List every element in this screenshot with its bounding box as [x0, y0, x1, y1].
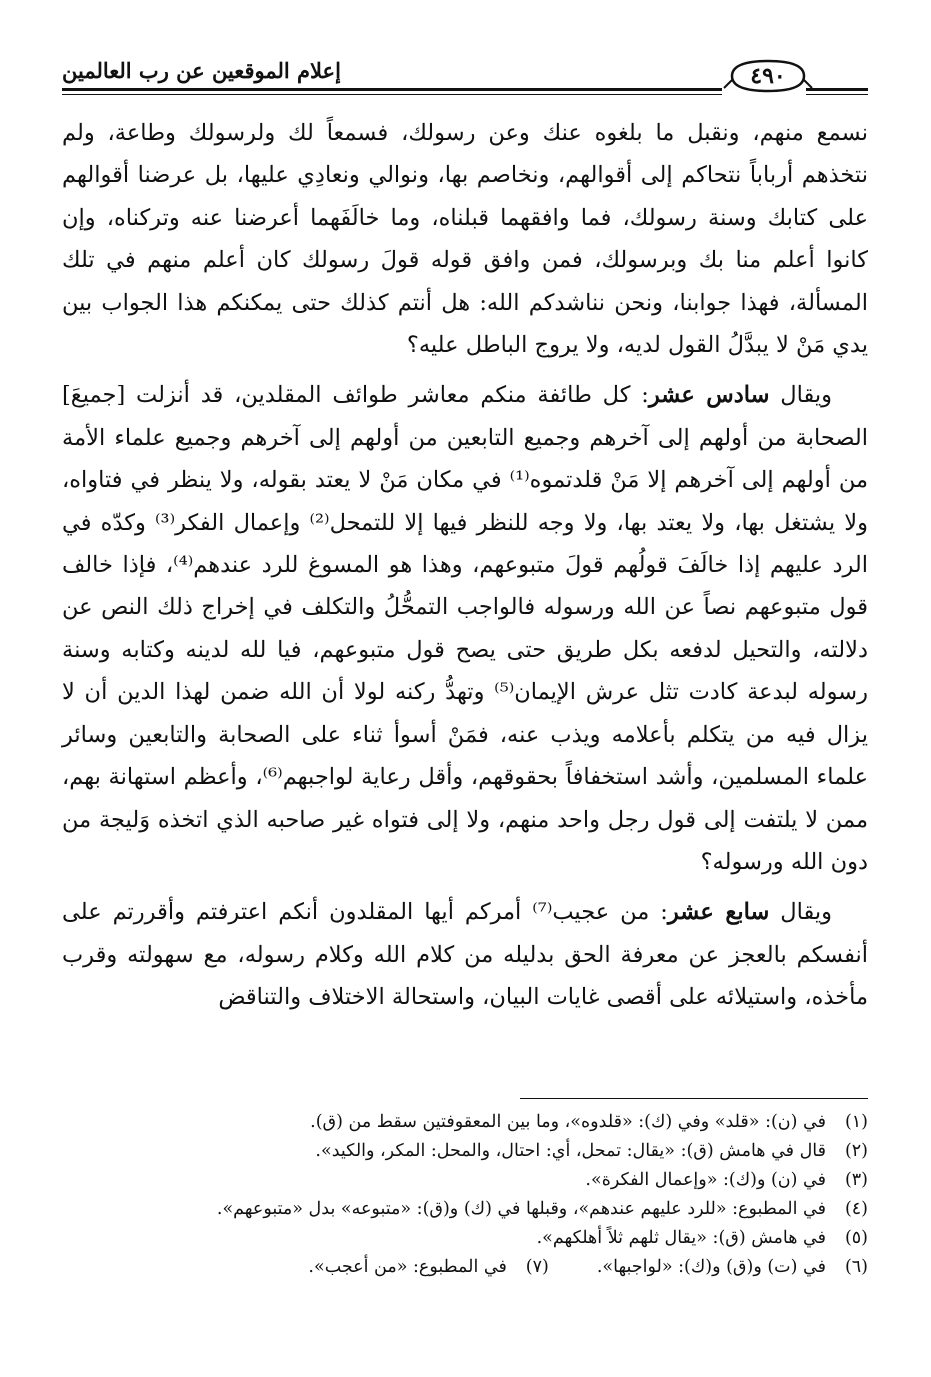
footnote-text: قال في هامش (ق): «يقال: تمحل، أي: احتال، والمحل: المكر، والكيد». — [315, 1141, 826, 1161]
paragraph-3 — [62, 891, 868, 1018]
footnote — [62, 1108, 868, 1137]
header-rule-thin — [62, 94, 722, 95]
footnote-number: (٥) — [844, 1228, 868, 1248]
footnote-number: (٢) — [844, 1141, 868, 1161]
footnotes — [62, 1108, 868, 1282]
footnote — [62, 1195, 868, 1224]
paragraph-1: نسمع منهم، ونقبل ما بلغوه عنك وعن رسولك، فسمعاً لك ولرسولك وطاعة، ولم نتخذهم أرباباً نتحاكم إلى أقوالهم، ونخاصم بها، ونوالي ونعادِي عليها، بل عرضنا أقوالهم على كتابك وسنة رسولك، فما وافقهما قبلناه، وما خالَفَهما أعرضنا عنه وتركناه، وإن كانوا أعلم منا بك وبرسولك، فمن وافق قوله قولَ رسولك كان أعلم منهم في تلك المسألة، فهذا جوابنا، ونحن نناشدكم الله: هل أنتم كذلك حتى يمكنكم هذا الجواب بين يدي مَنْ لا يبدَّلُ القول لديه، ولا يروج الباطل عليه؟ — [62, 120, 868, 359]
paragraph-2-heading: سادس عشر — [648, 382, 770, 409]
paragraph-3-text: : من عجيب⁽⁷⁾ أمركم أيها المقلدون أنكم اعترفتم وأقررتم على أنفسكم بالعجز عن معرفة الحق بدليله من كلام الله وكلام رسوله، مع سهولته وقرب مأخذه، واستيلائه على أقصى غايات البيان، واستحالة الاختلاف والتناقض — [62, 899, 868, 1011]
footnote-number: (٤) — [844, 1199, 868, 1219]
running-header-title: إعلام الموقعين عن رب العالمين — [62, 58, 341, 83]
paragraph-3-heading: سابع عشر — [667, 899, 770, 926]
paragraph-2-text: : كل طائفة منكم معاشر طوائف المقلدين، قد أنزلت [جميعَ] الصحابة من أولهم إلى آخرهم وجميع التابعين من أولهم إلى آخرهم وجميع علماء الأمة من أولهم إلى آخرهم إلا مَنْ قلدتموه⁽¹⁾ في مكان مَنْ لا يعتد بقوله، ولا ينظر في فتاواه، ولا يشتغل بها، ولا يعتد بها، ولا وجه للنظر فيها إلا للتمحل⁽²⁾ وإعمال الفكر⁽³⁾ وكدّه في الرد عليهم إذا خالَفَ قولُهم قولَ متبوعهم، وهذا هو المسوغ للرد عندهم⁽⁴⁾، فإذا خالف قول متبوعهم نصاً عن الله ورسوله فالواجب التمحُّلُ والتكلف في إخراج ذلك النص عن دلالته، والتحيل لدفعه بكل طريق حتى يصح قول متبوعهم، فيا لله لدينه وكتابه وسنة رسوله لبدعة كادت تثل عرش الإيمان⁽⁵⁾ وتهدُّ ركنه لولا أن الله ضمن لهذا الدين أن لا يزال فيه من يتكلم بأعلامه ويذب عنه، فمَنْ أسوأ ثناء على الصحابة والتابعين وسائر علماء المسلمين، وأشد استخفافاً بحقوقهم، وأقل رعاية لواجبهم⁽⁶⁾، وأعظم استهانة بهم، ممن لا يلتفت إلى قول رجل واحد منهم، ولا إلى فتواه غير صاحبه الذي اتخذه وَليجة من دون الله ورسوله؟ — [62, 382, 869, 875]
paragraph-2 — [62, 374, 868, 883]
footnote-separator — [520, 1098, 868, 1099]
footnote — [62, 1166, 868, 1195]
footnote-number: (٦) — [844, 1257, 868, 1277]
footnote-text: في (ن) و(ك): «وإعمال الفكرة». — [585, 1170, 826, 1190]
header-rule-right-thick — [806, 88, 868, 91]
footnote-text: في المطبوع: «من أعجب». — [308, 1257, 507, 1277]
main-text — [62, 112, 868, 1019]
footnote — [62, 1224, 868, 1253]
paragraph-2-lead: ويقال — [780, 382, 832, 409]
page-number-badge — [722, 58, 814, 94]
page-number: ٤٩٠ — [750, 63, 786, 89]
footnote — [62, 1253, 868, 1282]
header-rule-thick — [62, 88, 722, 91]
header-rule-right-thin — [806, 94, 868, 95]
footnote — [62, 1137, 868, 1166]
footnote-text: في هامش (ق): «يقال ثلهم ثلاً أهلكهم». — [536, 1228, 826, 1248]
footnote-text: في المطبوع: «للرد عليهم عندهم»، وقبلها في (ك) و(ق): «متبوعه» بدل «متبوعهم». — [216, 1199, 826, 1219]
footnote-number: (٣) — [844, 1170, 868, 1190]
footnote-number: (١) — [844, 1112, 868, 1132]
paragraph-3-lead: ويقال — [780, 899, 832, 926]
footnote-number: (٧) — [525, 1257, 549, 1277]
footnote-text: في (ت) و(ق) و(ك): «لواجبها». — [596, 1257, 826, 1277]
footnote-text: في (ن): «قلد» وفي (ك): «قلدوه»، وما بين المعقوفتين سقط من (ق). — [310, 1112, 826, 1132]
